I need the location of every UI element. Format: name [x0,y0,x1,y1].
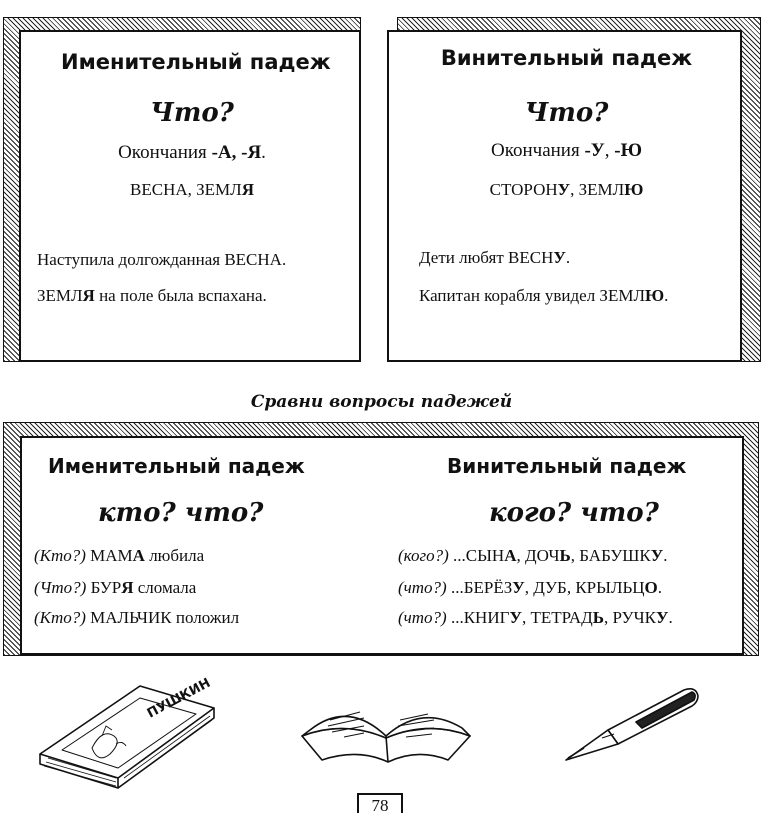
accusative-endings-line [389,140,744,162]
sentence-tail: . [664,286,669,305]
sentence-ending: У [553,248,566,267]
row-rest: положил [171,608,240,627]
compare-right-row [398,608,673,628]
row-part: . [663,546,668,565]
endings-separator: , [604,140,615,161]
row-ending: Я [121,578,134,597]
row-part: . [668,608,673,627]
sentence-stem: Капитан корабля увидел ЗЕМЛ [419,286,645,305]
example-stem: ЗЕМЛ [578,180,625,199]
row-question: (что?) [398,608,447,627]
example-ending: Я [241,180,254,199]
nominative-card-title: Именительный падеж [61,50,331,74]
row-ending: А [504,546,517,565]
compare-table [20,436,744,655]
accusative-card-question: Что? [524,98,609,128]
nominative-card [19,30,361,362]
row-part: ...БЕРЁЗ [446,578,513,597]
book-cover-title: ПУШКИН [144,675,214,722]
row-part: . [657,578,662,597]
compare-right-question: кого? что? [489,498,659,528]
row-stem: БУР [86,578,122,597]
sentence-ending: Я [82,286,95,305]
compare-caption: Сравни вопросы падежей [250,392,513,412]
row-ending: Ь [592,608,604,627]
nominative-endings-line [21,142,363,164]
sentence-rest: на поле была вспахана. [94,286,267,305]
example-ending: А [175,180,188,199]
row-stem: МАЛЬЧИК [85,608,172,627]
nominative-card-question: Что? [150,98,234,128]
fountain-pen-icon [556,684,706,764]
row-question: (кого?) [398,546,449,565]
row-ending: Ь [559,546,571,565]
closed-book-icon [32,675,222,790]
row-stem: МАМ [85,546,133,565]
compare-right-title: Винительный падеж [447,454,687,478]
row-part: , ТЕТРАД [521,608,593,627]
example-ending: Ю [624,180,644,199]
example-stem: СТОРОН [489,180,558,199]
accusative-sentence-2 [419,286,668,306]
endings-prefix: Окончания [118,142,212,163]
example-ending: У [557,180,571,199]
endings-suffix: . [261,142,266,163]
row-question: (что?) [398,578,447,597]
compare-left-title: Именительный падеж [48,454,305,478]
row-part: , ДУБ, КРЫЛЬЦ [524,578,645,597]
nominative-examples-line [21,180,363,200]
accusative-examples-line [389,180,744,200]
example-stem: ВЕСН [130,180,176,199]
row-part: , БАБУШК [570,546,651,565]
row-question: (Что?) [34,578,87,597]
example-separator: , [570,180,579,199]
compare-left-question: кто? что? [98,498,264,528]
open-book-icon [296,690,476,768]
row-part: , РУЧК [604,608,656,627]
sentence-ending: Ю [644,286,665,305]
accusative-sentence-1 [419,248,570,268]
nominative-sentence-1: Наступила долгожданная ВЕСНА. [37,250,287,269]
compare-left-row [34,546,204,566]
row-ending: О [644,578,658,597]
endings-yu: -Ю [614,140,642,161]
compare-left-row [34,608,239,628]
sentence-stem: ЗЕМЛ [37,286,83,305]
compare-left-row [34,578,196,598]
row-part: , ДОЧ [516,546,560,565]
example-separator: , [187,180,197,199]
row-part: ...СЫН [448,546,505,565]
accusative-card [387,30,742,362]
endings-values: -А, -Я [211,142,262,163]
sentence-tail: . [565,248,571,267]
row-rest: сломала [133,578,197,597]
row-ending: А [132,546,145,565]
row-ending: У [655,608,669,627]
example-stem: ЗЕМЛ [196,180,242,199]
row-ending: У [509,608,522,627]
compare-right-row [398,578,662,598]
page-number: 78 [357,793,403,813]
endings-prefix: Окончания [491,140,585,161]
sentence-stem: Дети любят ВЕСН [419,248,554,267]
compare-right-row [398,546,668,566]
nominative-sentence-2 [37,286,267,306]
row-question: (Кто?) [34,608,86,627]
endings-u: -У [584,140,605,161]
row-rest: любила [144,546,205,565]
row-part: ...КНИГ [446,608,510,627]
row-ending: У [650,546,664,565]
row-ending: У [512,578,525,597]
row-question: (Кто?) [34,546,86,565]
accusative-card-title: Винительный падеж [440,46,693,70]
